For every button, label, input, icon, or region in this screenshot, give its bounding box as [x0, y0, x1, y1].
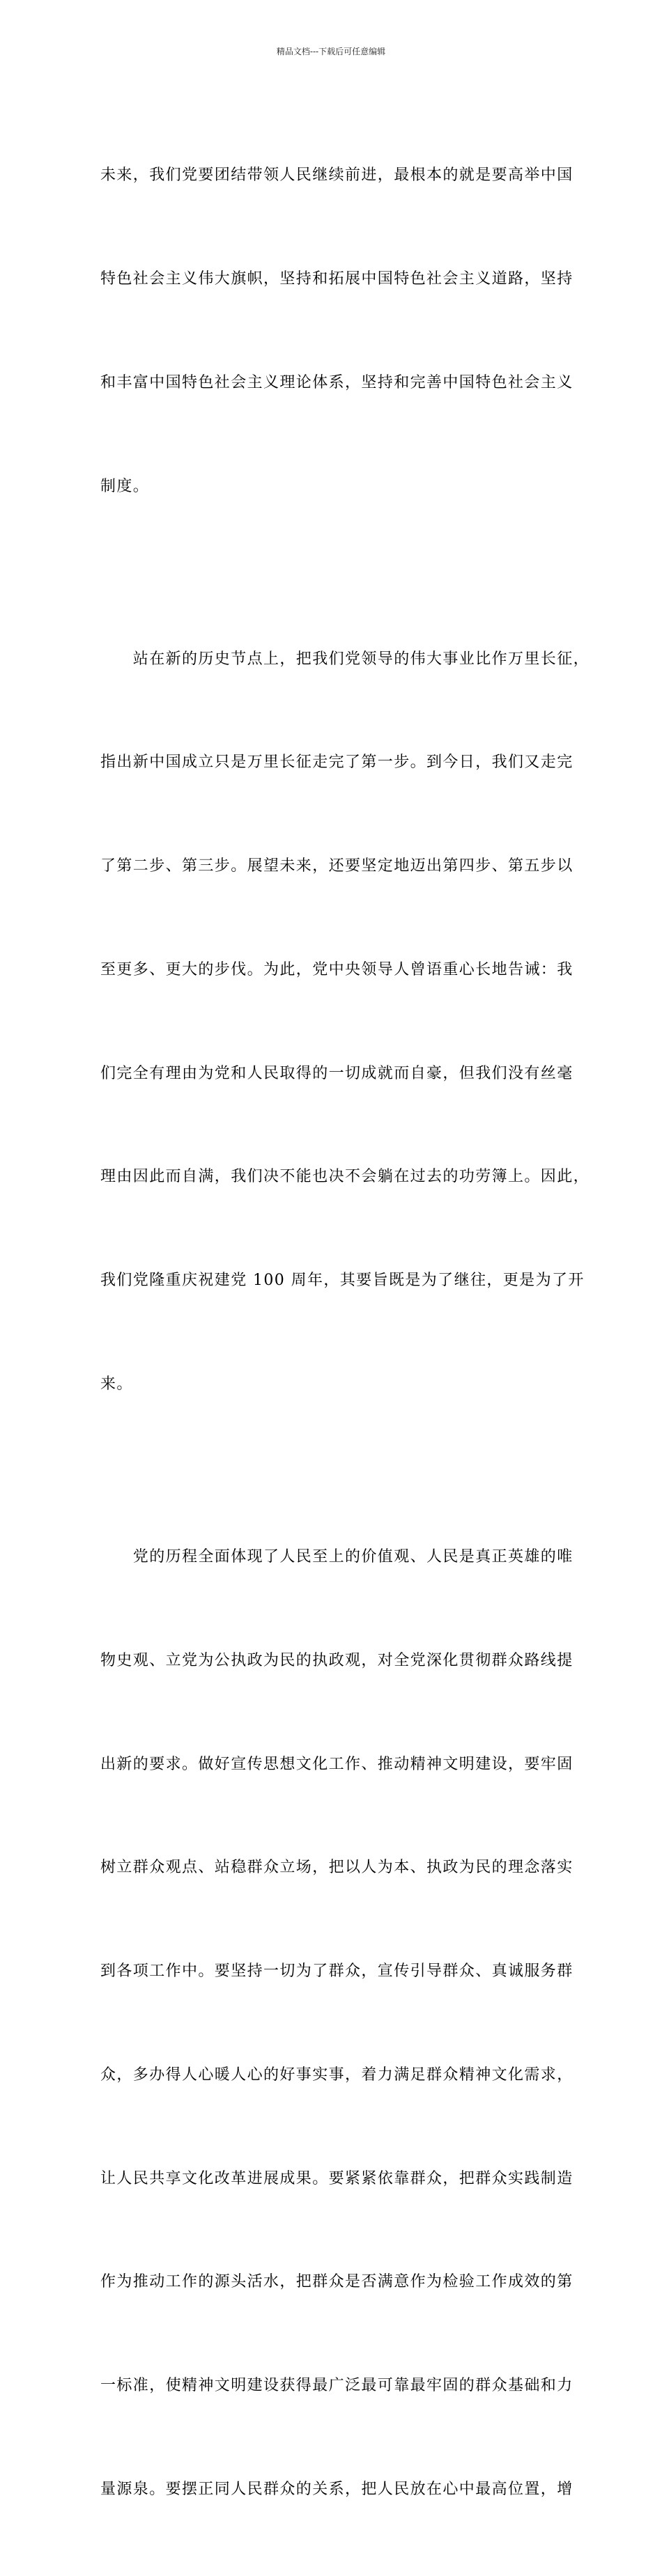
text-line: 理由因此而自满，我们决不能也决不会躺在过去的功劳簿上。因此，: [100, 1168, 590, 1186]
text-line: 来。: [100, 1375, 133, 1393]
text-line: 物史观、立党为公执政为民的执政观，对全党深化贯彻群众路线提: [100, 1651, 574, 1669]
document-body: [100, 89, 590, 2576]
text-line: 出新的要求。做好宣传思想文化工作、推动精神文明建设，要牢固: [100, 1755, 574, 1773]
text-line: 制度。: [100, 477, 150, 495]
text-line: 了第二步、第三步。展望未来，还要坚定地迈出第四步、第五步以: [100, 857, 574, 875]
paragraph-1: [100, 89, 574, 572]
page-header: 精品文档---下载后可任意编辑: [276, 47, 386, 56]
text-line: 党的历程全面体现了人民至上的价值观、人民是真正英雄的唯: [100, 1547, 574, 1566]
text-line: 未来，我们党要团结带领人民继续前进，最根本的就是要高举中国: [100, 166, 574, 185]
text-line: 到各项工作中。要坚持一切为了群众，宣传引导群众、真诚服务群: [100, 1962, 574, 1981]
text-line: 至更多、更大的步伐。为此，党中央领导人曾语重心长地告诫：我: [100, 960, 574, 978]
paragraph-3: [100, 1471, 574, 2576]
text-line: 众，多办得人心暖人心的好事实事，着力满足群众精神文化需求，: [100, 2066, 574, 2084]
text-line: 一标准，使精神文明建设获得最广泛最可靠最牢固的群众基础和力: [100, 2377, 574, 2395]
text-line: 特色社会主义伟大旗帜，坚持和拓展中国特色社会主义道路，坚持: [100, 270, 574, 288]
text-line: 和丰富中国特色社会主义理论体系，坚持和完善中国特色社会主义: [100, 373, 574, 391]
text-line: 我们党隆重庆祝建党 100 周年，其要旨既是为了继往，更是为了开: [100, 1272, 585, 1290]
text-line: 树立群众观点、站稳群众立场，把以人为本、执政为民的理念落实: [100, 1859, 574, 1877]
text-line: 让人民共享文化改革进展成果。要紧紧依靠群众，把群众实践制造: [100, 2169, 574, 2187]
text-line: 们完全有理由为党和人民取得的一切成就而自豪，但我们没有丝毫: [100, 1064, 574, 1082]
text-line: 指出新中国成立只是万里长征走完了第一步。到今日，我们又走完: [100, 754, 574, 772]
text-line: 站在新的历史节点上，把我们党领导的伟大事业比作万里长征，: [100, 650, 590, 668]
paragraph-2: [100, 572, 590, 1470]
text-line: 量源泉。要摆正同人民群众的关系，把人民放在心中最高位置，增: [100, 2480, 574, 2498]
text-line: 作为推动工作的源头活水，把群众是否满意作为检验工作成效的第: [100, 2273, 574, 2291]
